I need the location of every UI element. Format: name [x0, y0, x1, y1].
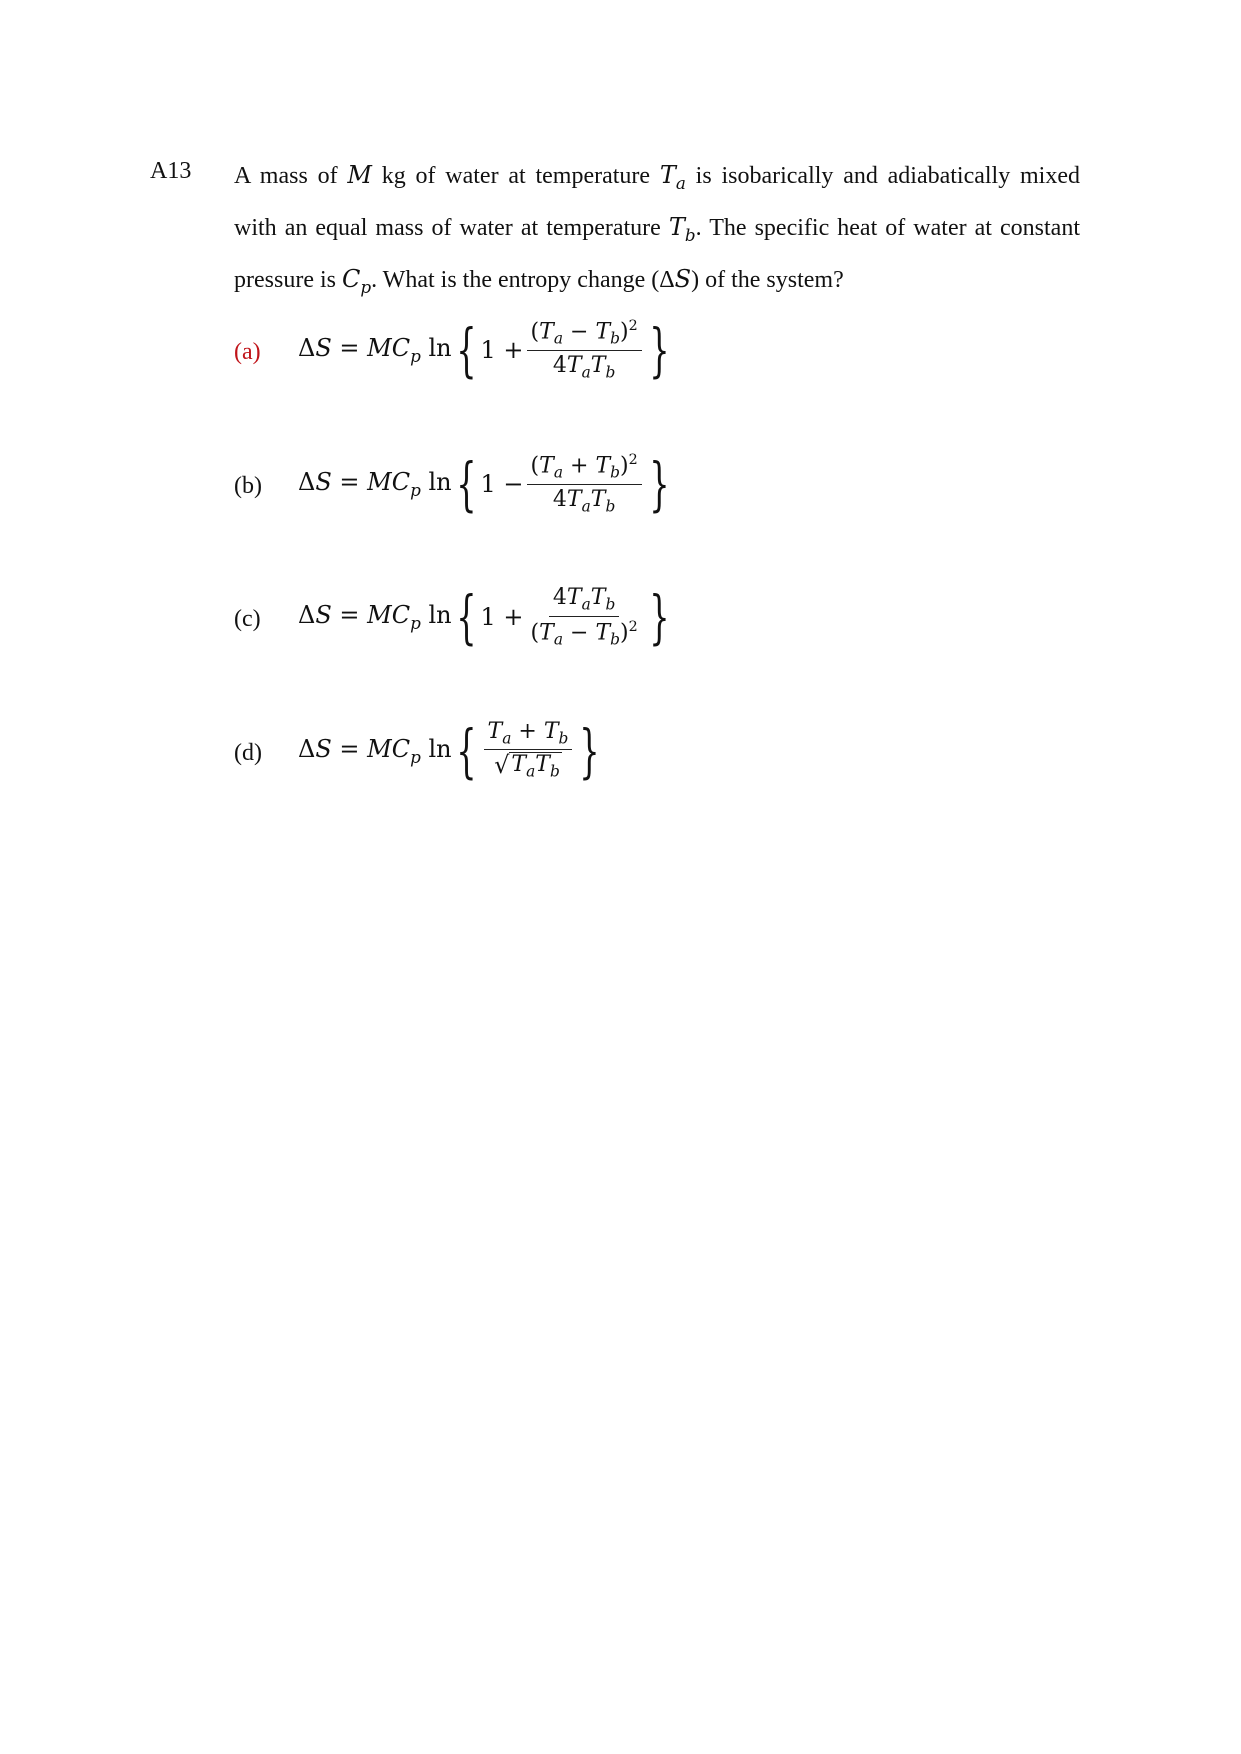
option-a[interactable]: [234, 315, 794, 385]
option-d-label: (d): [234, 740, 262, 766]
question-number: A13: [150, 158, 192, 184]
option-b-formula: $\Delta S = MC_p$ ln { 1 − $\frac{(T_a + T_b)^2}{4T_aT_b}$ }: [298, 450, 670, 518]
sqrt-symbol: √ $T_aT_b$: [494, 752, 562, 783]
question-text: [234, 153, 1080, 309]
option-c-label: (c): [234, 606, 261, 632]
option-c[interactable]: [234, 582, 794, 652]
question-line-2: with an equal mass of water at temperature $T_b$. The specific heat of water at constant: [234, 212, 1080, 245]
option-d-formula: $\Delta S = MC_p$ ln { $T_a + T_b$ √ $T_aT_b$ }: [298, 717, 600, 785]
question-line-3: pressure is $C_p$. What is the entropy change (ΔS) of the system?: [234, 264, 844, 297]
option-c-formula: $\Delta S = MC_p$ ln { 1 + $\frac{4T_aT_b}{(T_a - T_b)^2}$ }: [298, 583, 670, 651]
option-a-formula: $\Delta S = MC_p$ ln { 1 + $\frac{(T_a - T_b)^2}{4T_aT_b}$ }: [298, 316, 670, 384]
option-b[interactable]: [234, 449, 794, 519]
question-line-1: A mass of M kg of water at temperature $T_a$ is isobarically and adiabatically mixed: [234, 161, 1080, 193]
option-b-label: (b): [234, 473, 262, 499]
option-a-label: (a): [234, 339, 261, 365]
option-d[interactable]: [234, 716, 794, 786]
